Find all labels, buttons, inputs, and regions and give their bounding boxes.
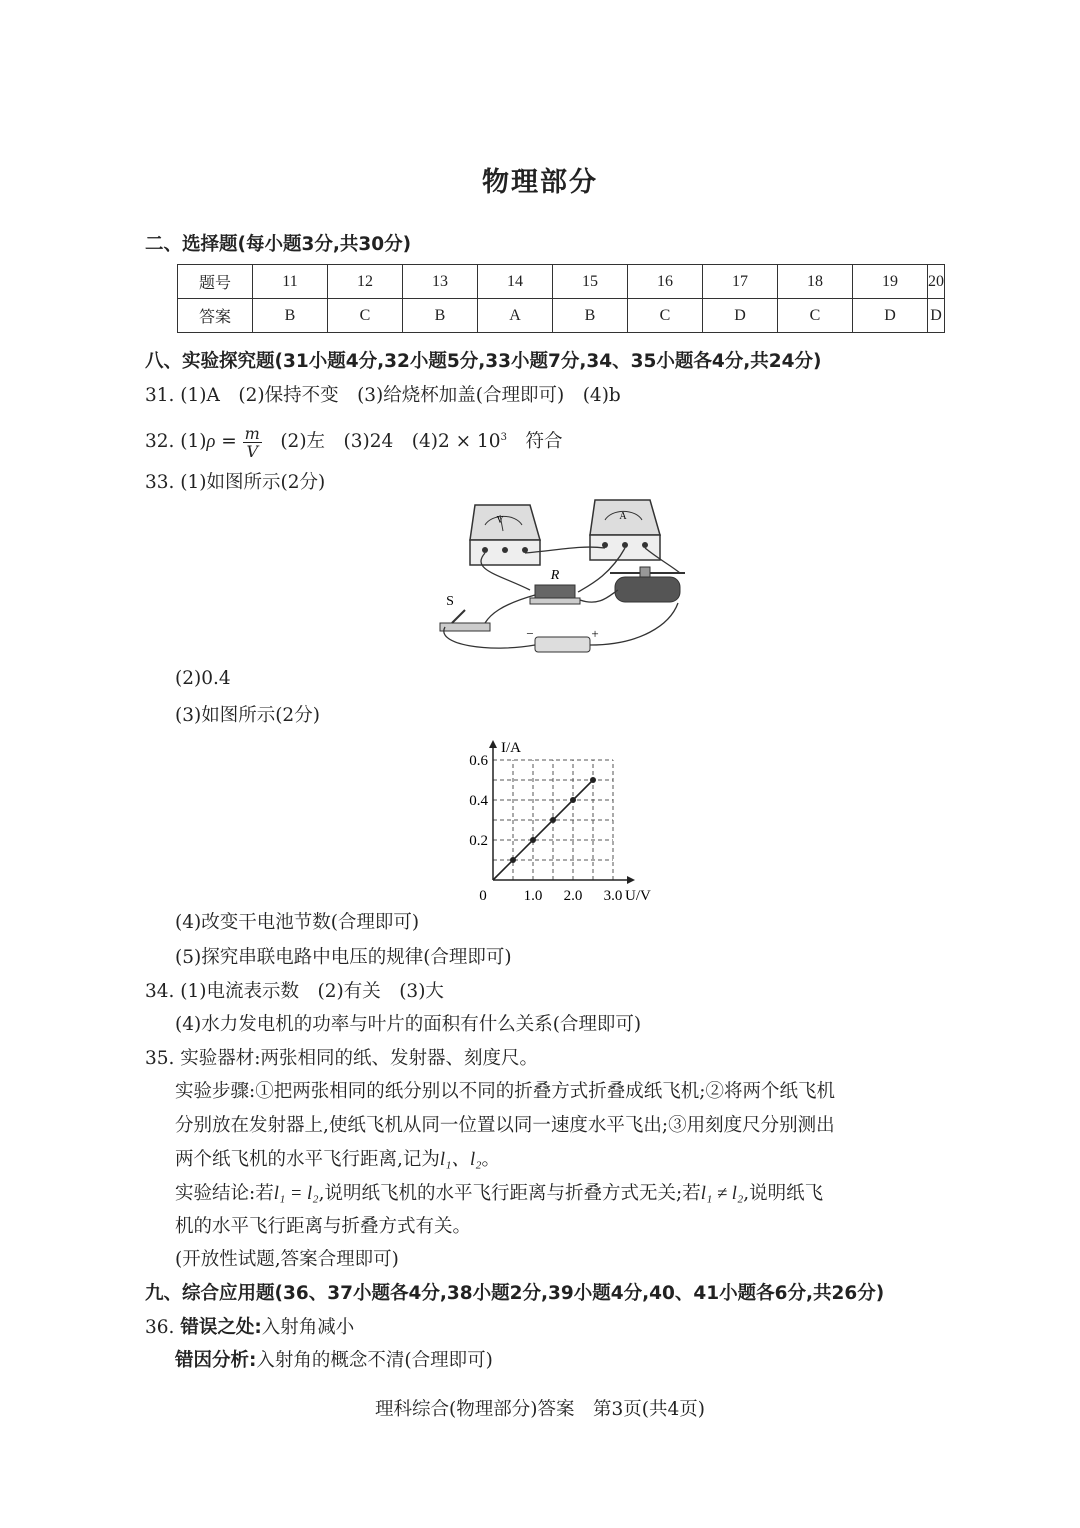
q36-cause — [175, 1346, 493, 1372]
table-cell: 15 — [552, 265, 627, 299]
series-line — [493, 780, 593, 880]
q35-steps-1: 实验步骤:①把两张相同的纸分别以不同的折叠方式折叠成纸飞机;②将两个纸飞机 — [175, 1081, 835, 1102]
table-cell: B — [253, 299, 328, 333]
data-point — [550, 817, 556, 823]
exponent: 3 — [500, 432, 507, 443]
page-title: 物理部分 — [482, 167, 598, 198]
resistor — [530, 568, 580, 604]
data-point — [570, 797, 576, 803]
data-point — [590, 777, 596, 783]
table-cell: 13 — [402, 265, 477, 299]
q33-part3: (3)如图所示(2分) — [175, 705, 320, 726]
table-cell: D — [852, 299, 927, 333]
circuit-diagram — [430, 495, 700, 660]
y-axis-label: I/A — [501, 740, 521, 756]
table-cell: 20 — [927, 265, 944, 299]
x-tick-label: 1.0 — [523, 888, 543, 904]
rheostat — [610, 567, 685, 602]
rho-symbol: ρ — [206, 432, 216, 453]
voltmeter-label: V — [496, 515, 504, 526]
q35-steps-3 — [175, 1145, 500, 1171]
x-tick-label: 0 — [479, 888, 487, 904]
q35-conclusion-1 — [175, 1179, 823, 1205]
x-tick-label: 2.0 — [563, 888, 583, 904]
battery-plus: + — [591, 626, 599, 641]
table-cell: 17 — [702, 265, 777, 299]
section9-heading: 九、综合应用题(36、37小题各4分,38小题2分,39小题4分,40、41小题各6分,共26分) — [145, 1283, 885, 1304]
q32-prefix: 32. (1) — [145, 431, 207, 453]
q36-error-label: 错误之处: — [180, 1317, 262, 1338]
q35-equipment: 35. 实验器材:两张相同的纸、发射器、刻度尺。 — [145, 1048, 539, 1069]
section2-heading: 二、选择题(每小题3分,共30分) — [145, 234, 412, 255]
battery — [526, 626, 598, 652]
q35-steps-3-text: 两个纸飞机的水平飞行距离,记为 — [175, 1149, 440, 1170]
concl-neq: l₁ ≠ l₂ — [700, 1184, 744, 1204]
q35-conclusion-2: 机的水平飞行距离与折叠方式有关。 — [175, 1216, 472, 1237]
q34-line1: 34. (1)电流表示数 (2)有关 (3)大 — [145, 981, 444, 1002]
q36-error-text: 入射角减小 — [261, 1317, 355, 1338]
q36-error — [145, 1313, 354, 1339]
table-cell: 16 — [627, 265, 702, 299]
q35-steps-3-vars: l₁、l₂ — [439, 1150, 482, 1170]
q33-part4: (4)改变干电池节数(合理即可) — [175, 912, 420, 933]
answer-table — [177, 264, 945, 333]
q35-steps-3-end: 。 — [481, 1149, 501, 1170]
table-cell: A — [477, 299, 552, 333]
table-cell: D — [927, 299, 944, 333]
y-tick-label: 0.6 — [469, 753, 488, 769]
density-fraction — [243, 425, 262, 460]
ammeter-label: A — [619, 511, 627, 522]
q31-answer: 31. (1)A (2)保持不变 (3)给烧杯加盖(合理即可) (4)b — [145, 385, 621, 406]
table-cell: B — [402, 299, 477, 333]
table-row-answers — [178, 299, 945, 333]
table-cell: D — [702, 299, 777, 333]
q35-note: (开放性试题,答案合理即可) — [175, 1249, 399, 1270]
q32-answer — [145, 418, 563, 461]
section8-heading: 八、实验探究题(31小题4分,32小题5分,33小题7分,34、35小题各4分,共24分) — [145, 351, 822, 372]
table-cell: C — [327, 299, 402, 333]
equals-sign: = — [215, 431, 243, 453]
q33-part1: 33. (1)如图所示(2分) — [145, 472, 326, 493]
row-label-number: 题号 — [178, 265, 253, 299]
table-cell: 18 — [777, 265, 852, 299]
q33-part5: (5)探究串联电路中电压的规律(合理即可) — [175, 947, 512, 968]
q35-steps-2: 分别放在发射器上,使纸飞机从同一位置以同一速度水平飞出;③用刻度尺分别测出 — [175, 1115, 835, 1136]
y-axis-arrow — [489, 740, 497, 748]
table-cell: 12 — [327, 265, 402, 299]
switch-label: S — [446, 594, 454, 609]
data-point — [510, 857, 516, 863]
voltmeter — [470, 505, 540, 565]
concl-c: ,说明纸飞 — [743, 1183, 824, 1204]
page-footer: 理科综合(物理部分)答案 第3页(共4页) — [375, 1399, 705, 1420]
q36-label: 36. — [145, 1317, 181, 1338]
concl-a: 实验结论:若 — [175, 1183, 274, 1204]
concl-b: ,说明纸飞机的水平飞行距离与折叠方式无关;若 — [318, 1183, 701, 1204]
x-axis-label: U/V — [625, 888, 651, 904]
iu-chart — [455, 730, 670, 905]
table-cell: C — [627, 299, 702, 333]
data-point — [530, 837, 536, 843]
q32-tail: 符合 — [506, 431, 563, 453]
y-tick-label: 0.2 — [469, 833, 488, 849]
y-tick-label: 0.4 — [469, 793, 488, 809]
resistor-label: R — [550, 568, 560, 583]
table-cell: B — [552, 299, 627, 333]
battery-minus: − — [526, 626, 534, 641]
q34-line2: (4)水力发电机的功率与叶片的面积有什么关系(合理即可) — [175, 1014, 642, 1035]
q32-part2: (2)左 (3)24 (4)2 × 10 — [261, 431, 501, 453]
x-tick-label: 3.0 — [603, 888, 623, 904]
table-cell: 14 — [477, 265, 552, 299]
table-cell: 19 — [852, 265, 927, 299]
x-axis-arrow — [627, 876, 635, 884]
q36-cause-text: 入射角的概念不清(合理即可) — [256, 1350, 493, 1371]
row-label-answer: 答案 — [178, 299, 253, 333]
fraction-denominator: V — [246, 441, 259, 461]
table-row-numbers — [178, 265, 945, 299]
concl-eq: l₁ = l₂ — [273, 1184, 319, 1204]
q36-cause-label: 错因分析: — [175, 1350, 257, 1371]
fraction-numerator: m — [244, 423, 260, 443]
switch — [440, 594, 490, 631]
q33-part2: (2)0.4 — [175, 668, 231, 689]
table-cell: 11 — [253, 265, 328, 299]
table-cell: C — [777, 299, 852, 333]
